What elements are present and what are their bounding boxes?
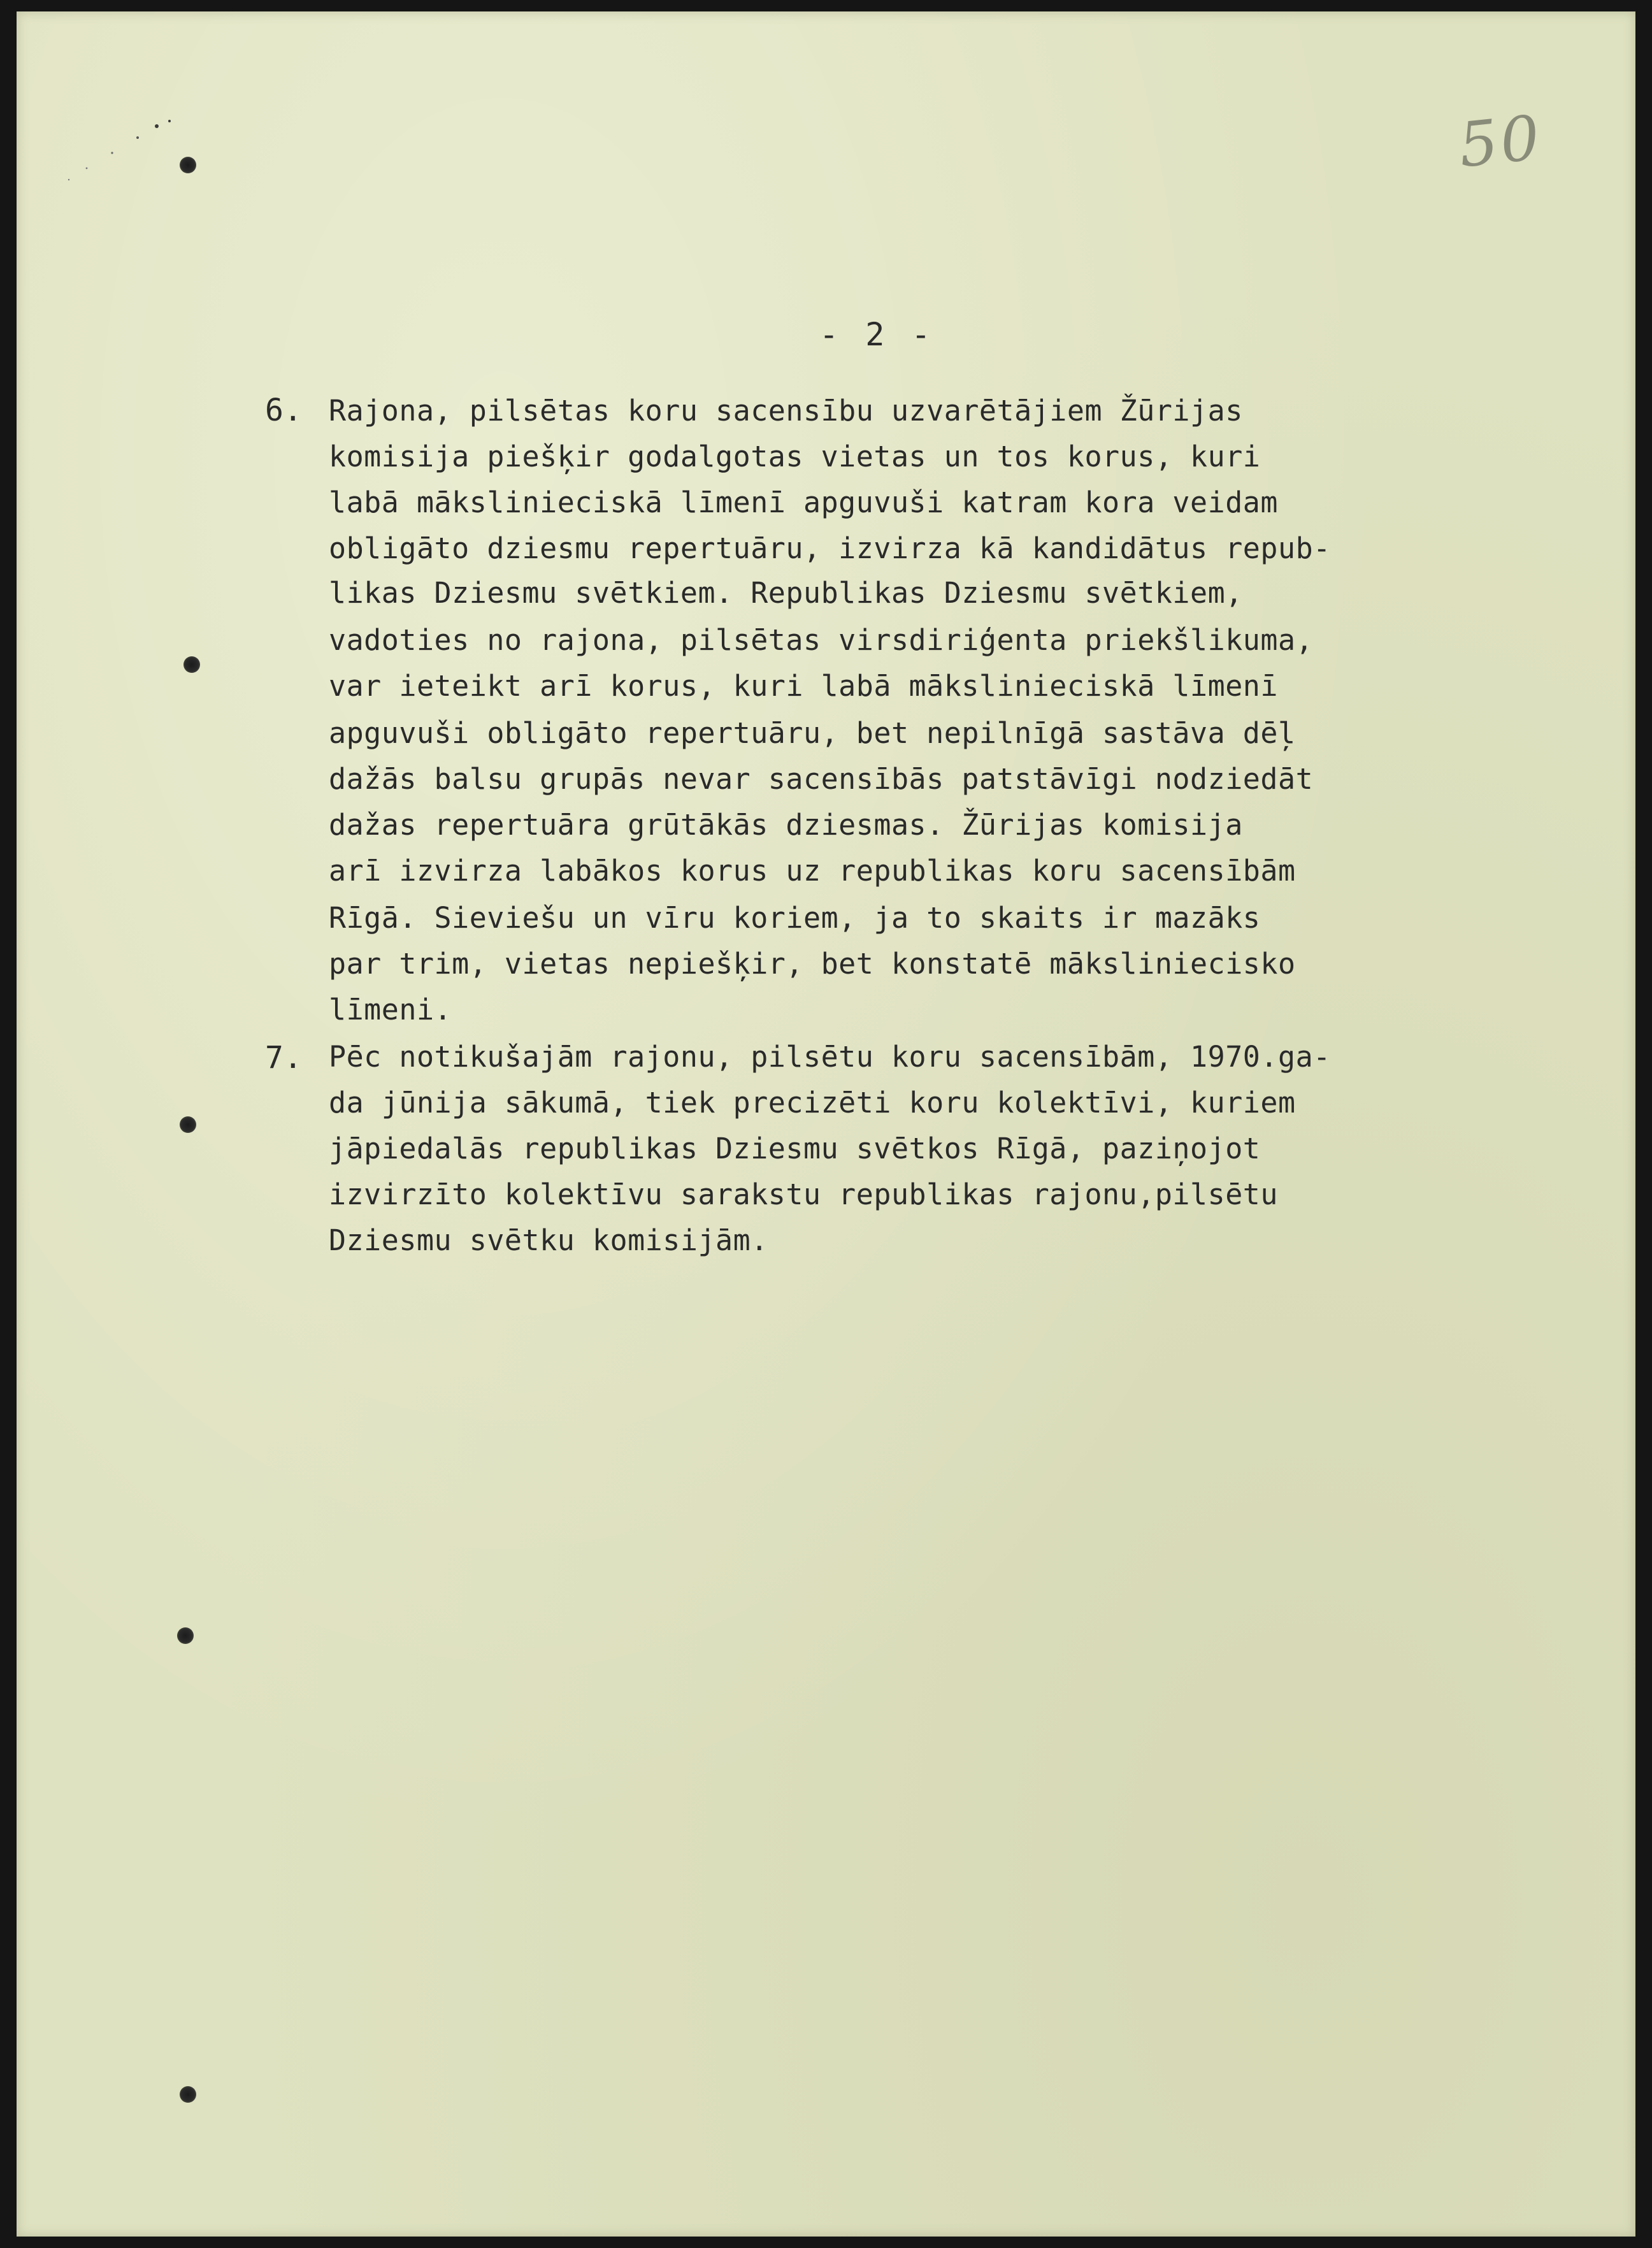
text-line: labā mākslinieciskā līmenī apguvuši katram kora veidam xyxy=(329,486,1278,519)
text-line: izvirzīto kolektīvu sarakstu republikas rajonu,pilsētu xyxy=(329,1178,1278,1211)
punch-hole-4 xyxy=(177,1627,194,1644)
item-number: 7. xyxy=(265,1040,303,1076)
page-number: - 2 - xyxy=(819,316,935,353)
text-line: Pēc notikušajām rajonu, pilsētu koru sacensībām, 1970.ga- xyxy=(329,1040,1331,1074)
text-line: dažas repertuāra grūtākās dziesmas. Žūrijas komisija xyxy=(329,808,1243,842)
ink-speckles xyxy=(61,113,195,190)
text-line: jāpiedalās republikas Dziesmu svētkos Rīgā, paziņojot xyxy=(329,1132,1261,1165)
punch-hole-5 xyxy=(180,2086,196,2103)
text-line: komisija piešķir godalgotas vietas un tos korus, kuri xyxy=(329,440,1261,473)
text-line: par trim, vietas nepiešķir, bet konstatē māksliniecisko xyxy=(329,947,1296,981)
text-line: Dziesmu svētku komisijām. xyxy=(329,1223,768,1257)
text-line: apguvuši obligāto repertuāru, bet nepilnīgā sastāva dēļ xyxy=(329,716,1296,750)
text-line: Rajona, pilsētas koru sacensību uzvarētājiem Žūrijas xyxy=(329,394,1243,428)
text-line: vadoties no rajona, pilsētas virsdiriģenta priekšlikuma, xyxy=(329,623,1314,657)
text-line: līmeni. xyxy=(329,993,452,1027)
text-line: var ieteikt arī korus, kuri labā mākslinieciskā līmenī xyxy=(329,669,1278,703)
text-line: da jūnija sākumā, tiek precizēti koru kolektīvi, kuriem xyxy=(329,1086,1296,1120)
document-page xyxy=(17,11,1635,2237)
text-line: likas Dziesmu svētkiem. Republikas Dziesmu svētkiem, xyxy=(329,576,1243,610)
punch-hole-2 xyxy=(183,656,200,673)
punch-hole-3 xyxy=(180,1116,196,1133)
text-line: arī izvirza labākos korus uz republikas koru sacensībām xyxy=(329,854,1296,888)
item-number: 6. xyxy=(265,393,303,428)
text-line: dažās balsu grupās nevar sacensībās patstāvīgi nodziedāt xyxy=(329,762,1314,796)
text-line: obligāto dziesmu repertuāru, izvirza kā kandidātus repub- xyxy=(329,531,1331,565)
text-line: Rīgā. Sieviešu un vīru koriem, ja to skaits ir mazāks xyxy=(329,901,1261,935)
archive-folio-number: 50 xyxy=(1455,101,1546,182)
